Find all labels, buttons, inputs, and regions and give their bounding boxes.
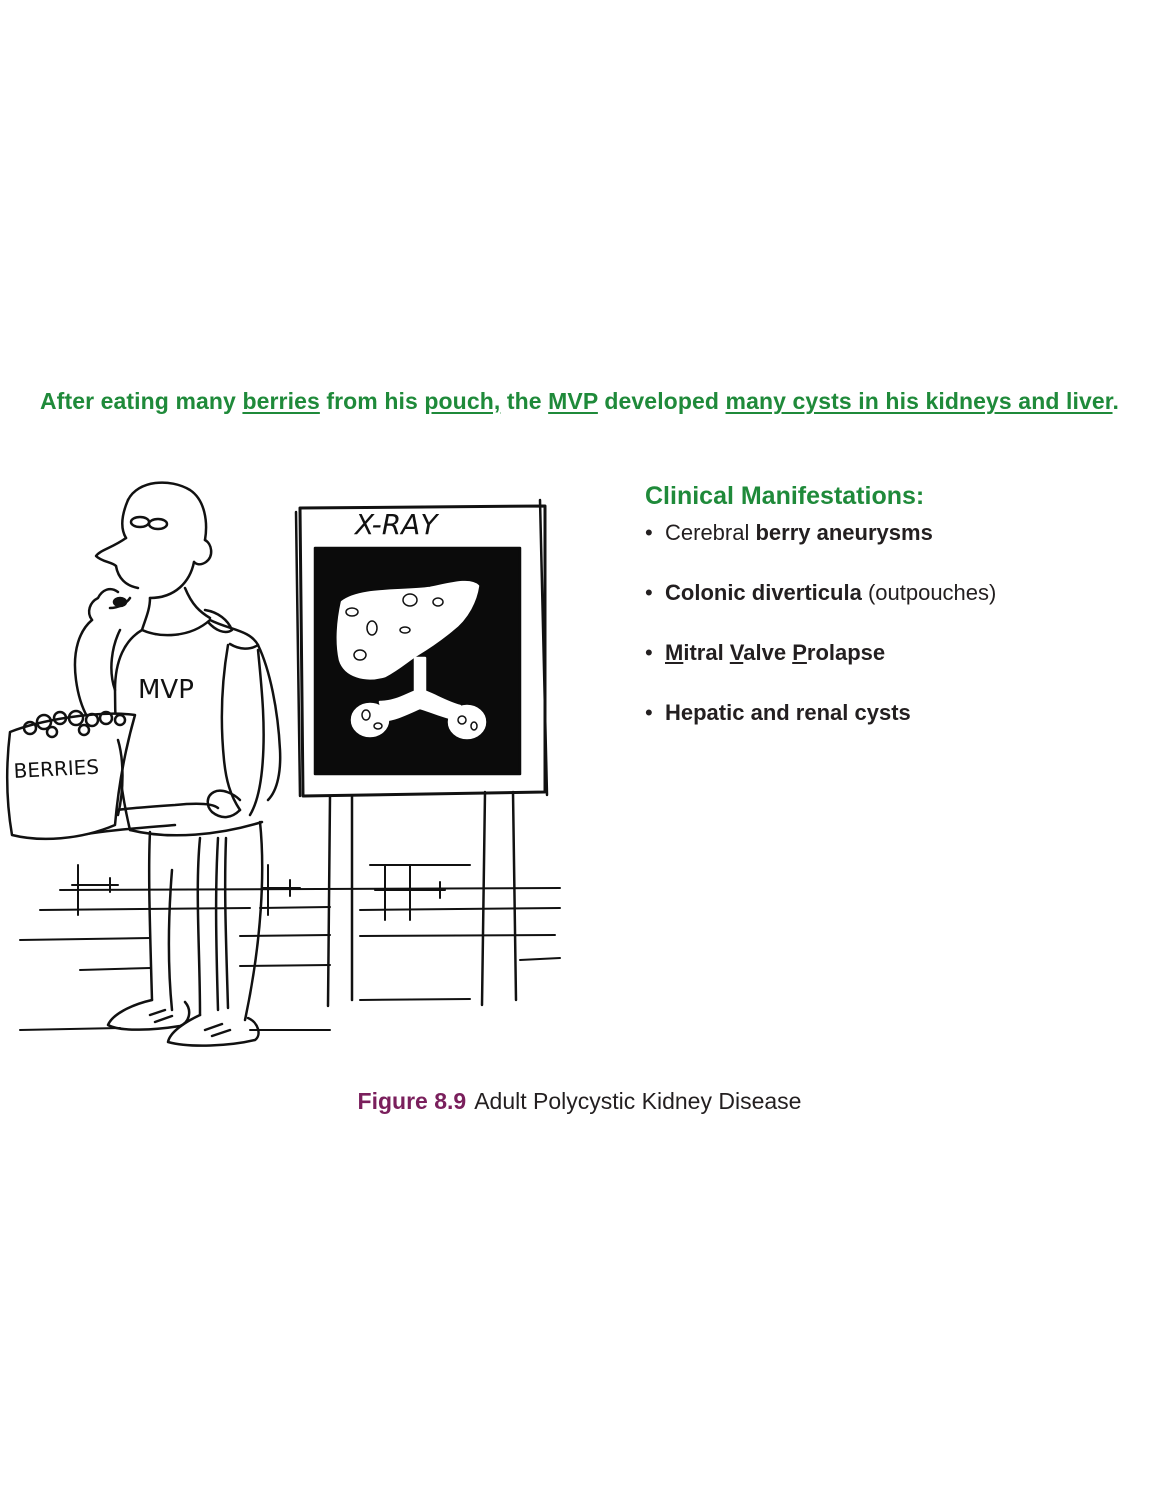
- bullet: •: [645, 700, 653, 725]
- item-text: itral: [683, 640, 730, 665]
- figure-label: Figure 8.9: [357, 1088, 467, 1114]
- initial-m: M: [665, 640, 684, 665]
- mnemonic-text: .: [1112, 388, 1120, 414]
- item-text: rolapse: [806, 640, 886, 665]
- mnemonic-text: developed: [597, 388, 726, 414]
- background-wall: [20, 865, 560, 1030]
- figure-caption: [0, 1088, 1159, 1115]
- figure-title: Adult Polycystic Kidney Disease: [474, 1088, 802, 1114]
- item-bold: [665, 640, 885, 665]
- mnemonic-sentence: [0, 388, 1159, 415]
- mnemonic-text: the: [500, 388, 549, 414]
- item-bold: Hepatic and renal cysts: [665, 700, 911, 725]
- mnemonic-text: After eating many: [39, 388, 243, 414]
- xray-board: [296, 500, 547, 1006]
- bullet: •: [645, 580, 653, 605]
- xray-sign-text: X-RAY: [355, 508, 438, 541]
- item-bold: Colonic diverticula: [665, 580, 862, 605]
- item-text: (outpouches): [861, 580, 997, 605]
- list-item: [645, 578, 1145, 608]
- initial-p: P: [792, 640, 807, 665]
- bag-text: BERRIES: [13, 754, 100, 783]
- initial-v: V: [729, 640, 744, 665]
- item-text: Cerebral: [665, 520, 756, 545]
- list-item: [645, 638, 1145, 668]
- mnemonic-text: from his: [319, 388, 425, 414]
- bullet: •: [645, 520, 653, 545]
- mnemonic-mvp: MVP: [548, 388, 598, 414]
- list-item: [645, 518, 1145, 548]
- cartoon-illustration: [0, 470, 580, 1060]
- bullet: •: [645, 640, 653, 665]
- mnemonic-berries: berries: [242, 388, 320, 414]
- clinical-manifestations: [645, 480, 1145, 758]
- mnemonic-cysts: many cysts in his kidneys and liver: [725, 388, 1113, 414]
- item-bold: berry aneurysms: [755, 520, 933, 545]
- shirt-text: MVP: [138, 675, 194, 705]
- item-text: alve: [743, 640, 793, 665]
- manifestations-list: [645, 518, 1145, 728]
- list-item: [645, 698, 1145, 728]
- manifestations-title: Clinical Manifestations:: [645, 482, 925, 510]
- mnemonic-pouch: pouch,: [424, 388, 501, 414]
